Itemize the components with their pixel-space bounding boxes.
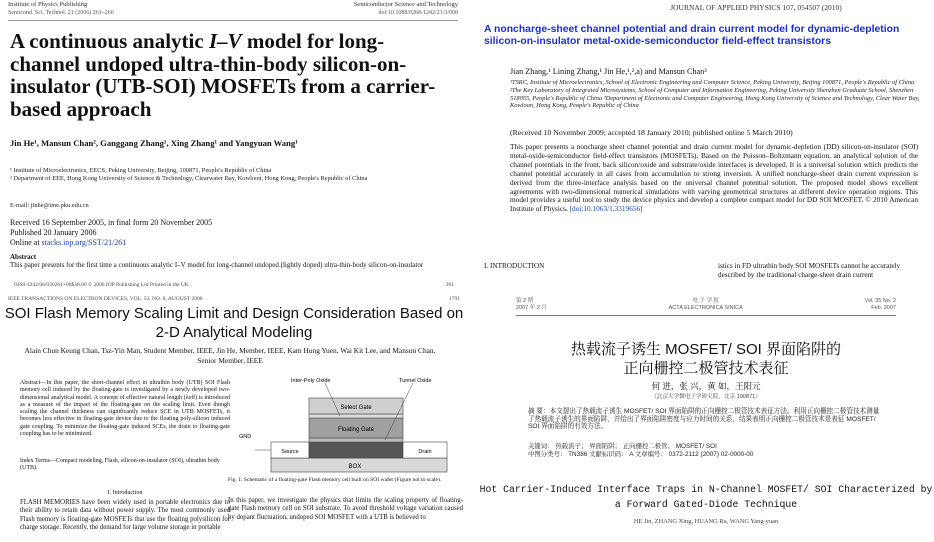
issue-info: 第 2 期 2007 年 2 月 (516, 298, 547, 311)
journal-name: 电 子 学 报 ACTA ELECTRONICA SINICA (668, 298, 743, 311)
citation: Semicond. Sci. Technol. 21 (2006) 261–266 (8, 10, 114, 16)
paper-title: A continuous analytic I–V model for long-channel undoped ultra-thin-body silicon-on-insulator (UTB-SOI) MOSFETs from a carrier-based approach (10, 29, 436, 121)
header-rule (516, 315, 896, 316)
published-date: Published 20 January 2006 (10, 228, 97, 237)
paper-panel-ieee (0, 294, 468, 542)
gnd-label: GND (239, 434, 252, 440)
abstract-heading: Abstract (10, 253, 37, 261)
online-link[interactable]: stacks.iop.org/SST/21/261 (41, 238, 127, 247)
author-list: Jian Zhang,¹ Lining Zhang,¹ Jin He,¹,²,a) and Mansun Chan³ (510, 67, 707, 76)
source-label: Source (281, 449, 299, 455)
publisher-name: Institute of Physics Publishing (8, 1, 88, 8)
paper-title: SOI Flash Memory Scaling Limit and Design Consideration Based on 2-D Analytical Modeling (4, 305, 464, 341)
intro-heading: I. Introduction (107, 490, 143, 496)
section-heading: I. INTRODUCTION (484, 262, 545, 270)
affiliation-2: ² Department of EEE, Hong Kong University of Science & Technology, Clearwater Bay, Kowloon, Hong Kong, People's Republic of China (10, 175, 368, 182)
select-gate-label: Select Gate (340, 405, 372, 411)
figure-caption: Fig. 1. Schematic of a floating-gate Flash memory cell built on SOI wafer (Figure not to scale). (228, 477, 442, 483)
journal-header (516, 298, 896, 312)
affiliation: （北京大学微电子学研究院，北京 100871） (651, 394, 761, 400)
footer-copyright: 0268-1242/06/030261+06$30.00 © 2006 IOP Publishing Ltd Printed in the UK (14, 282, 189, 288)
page-number: 1791 (449, 296, 460, 302)
affiliation-1: ¹ Institute of Microelectronics, EECS, Peking University, Beijing, 100871, People's Republic of China (10, 167, 272, 174)
page-footer (14, 282, 454, 288)
english-authors: HE Jin, ZHANG Xing, HUANG Ru, WANG Yang-yuan (633, 518, 779, 525)
paper-title: A noncharge-sheet channel potential and drain current model for dynamic-depletion silicon-on-insulator metal-oxide-semiconductor field-effect transistors (484, 24, 900, 47)
journal-header (8, 296, 460, 302)
interpoly-label: Inter-Poly Oxide (291, 378, 331, 384)
box-label: BOX (348, 464, 362, 470)
author-list: 何 进，张 兴，黄 如，王阳元 (651, 381, 761, 391)
journal-header: JOURNAL OF APPLIED PHYSICS 107, 054507 (2010) (670, 3, 842, 12)
index-terms: Index Terms—Compact modeling, Flash, silicon-on-insulator (SOI), ultrathin body (UTB). (20, 458, 220, 472)
intro-body-left: FLASH MEMORIES have been widely used in portable electronics due to their ability to retain data without power supply. The most commonly used Flash memory is floating-gate MOSFETs that use the floating polysilicon for charge storage. Recently, the demand for large volume storage in portable (20, 499, 230, 532)
affiliations (10, 167, 450, 183)
author-list: Jin He¹, Mansun Chan², Ganggang Zhang¹, Xing Zhang¹ and Yangyuan Wang¹ (10, 138, 298, 148)
paper-panel-jap (478, 0, 934, 292)
citation-line (8, 10, 458, 16)
doi-link[interactable]: [doi:10.1063/1.3319656] (569, 204, 643, 214)
abstract-text: This paper presents for the first time a continuous analytic I–V model for long-channel undoped (lightly doped) ultra-thin-body silicon-on-insulator (10, 261, 424, 269)
page-number: 261 (445, 282, 454, 288)
header-rule (8, 20, 458, 21)
drain-label: Drain (418, 449, 432, 455)
device-schematic-figure (235, 374, 461, 474)
tunnel-label: Tunnel Oxide (399, 378, 432, 384)
paper-panel-sst (0, 0, 468, 292)
keywords: 关键词： 热载流子； 界面陷阱； 正向栅控二极管； MOSFET/ SOI (528, 443, 717, 450)
journal-header (8, 1, 458, 8)
received-date: Received 16 September 2005, in final form 20 November 2005 (10, 218, 213, 227)
abstract-text: This paper presents a noncharge sheet channel potential and drain current model for dynamic-depletion (DD) silicon-on-insulator (SOI) metal-oxide-semiconductor field-effect transistors (MOSFETs). Based on the Poisson–Boltzmann equation, an analytical solution of the channel potentials in the front, back silicon/oxide and substrate/oxide interfaces is developed. It is a universal solution which predicts the channel potential accurately in all cases from accumulation to strong inversion. A unified noncharge-sheet drain current expression is derived from the three-interface analysis based on the universal channel potential solution. The proposed model shows excellent agreements with two-dimensional numerical simulations with varying geometrical structures at different device operation regions. This model provides a useful tool to study the device physics and develop a complete compact model for DD SOI MOSFET. © 2010 American Institute of Physics. [doi:10.1063/1.3319656] (510, 142, 918, 214)
paper-title: 热载流子诱生 MOSFET/ SOI 界面陷阱的 正向栅控二极管技术表征 (570, 341, 841, 377)
abstract-text: 摘 要：本文提出了热载流子诱生 MOSFET/ SOI 界面陷阱的正向栅控二极管技术表征方法。利用正向栅控二极管技术测量了热载流子诱生的界面陷阱，并给出了界面陷阱密度与应力时间的关系，结果表明正向栅控二极管技术是表征 MOSFET/ SOI 界面陷阱的有效方法。 (528, 408, 880, 431)
journal-name: Semiconductor Science and Technology (353, 1, 458, 8)
paper-panel-acta (478, 294, 934, 542)
author-list: Alain Chun Keung Chan, Tsz-Yin Man, Student Member, IEEE, Jin He, Member, IEEE, Kam Hung Yuen, Wai Kit Lee, and Mansun Chan, Senior Member, IEEE (24, 346, 436, 365)
intro-snippet: istics in FD ultrathin body SOI MOSFETs cannot be accurately described by the traditional charge-sheet drain current (718, 262, 901, 279)
abstract-text: Abstract—In this paper, the short-channel effect in ultrathin body (UTB) SOI Flash memory cell induced by the floating-gate is investigated by a newly developed two-dimensional analytical model. A concept of effective natural length (λeff) is introduced as a measure of the impact of the floating-gate on the scaling limit. Even though scaling the channel thickness can significantly reduce SCE in UTB MOSFETs, it becomes less effective in floating-gate device due to the floating poly-silicon induced gate coupling. To minimize the floating-gate induced SCEs, the drain to floating-gate coupling has to be minimized. (20, 380, 230, 438)
affiliations: ¹TSRC, Institute of Microelectronics, School of Electronic Engineering and Computer Science, Peking University, Beijing 100871, People's Republic of China ²The Key Laboratory of Integrated Microsystems, School of Computer and Information Engineering, Peking University Shenzhen Graduate School, Shenzhen 518055, People's Republic of China ³Department of Electronic and Computer Engineering, Hong Kong University of Science and Technology, Clear Water Bay, Kowloon, Hong Kong, People's Republic of China (510, 79, 920, 110)
interpoly-oxide (309, 414, 403, 418)
journal-name: IEEE TRANSACTIONS ON ELECTRON DEVICES, VOL. 53, NO. 8, AUGUST 2006 (8, 296, 203, 302)
classification-line: 中图分类号： TN386 文献标识码： A 文章编号： 0372-2112 (2007) 02-0000-00 (528, 451, 754, 458)
online-line: Online at stacks.iop.org/SST/21/261 (10, 238, 127, 247)
english-title: Hot Carrier-Induced Interface Traps in N-Channel MOSFET/ SOI Characterized by a Forward Gated-Diode Technique (479, 484, 933, 510)
contact-email[interactable]: E-mail: jinhe@ime.pku.edu.cn (10, 202, 89, 209)
intro-body-right: In this paper, we investigate the physics that limits the scaling property of floating-gate Flash memory cell on SOI substrate. To avoid threshold voltage variation caused by dopant fluctuation, undoped SOI MOSFET with a UTB is believed to (228, 497, 463, 521)
publication-dates (10, 218, 450, 248)
channel-region (309, 442, 403, 458)
tunnel-oxide (309, 438, 403, 442)
received-dates: (Received 10 November 2009; accepted 18 January 2010; published online 5 March 2010) (510, 128, 793, 137)
volume-info: Vol. 35 No. 2 Feb. 2007 (864, 298, 896, 311)
doi[interactable]: doi:10.1088/0268-1242/21/3/008 (378, 10, 458, 16)
floating-gate-label: Floating Gate (337, 427, 375, 433)
